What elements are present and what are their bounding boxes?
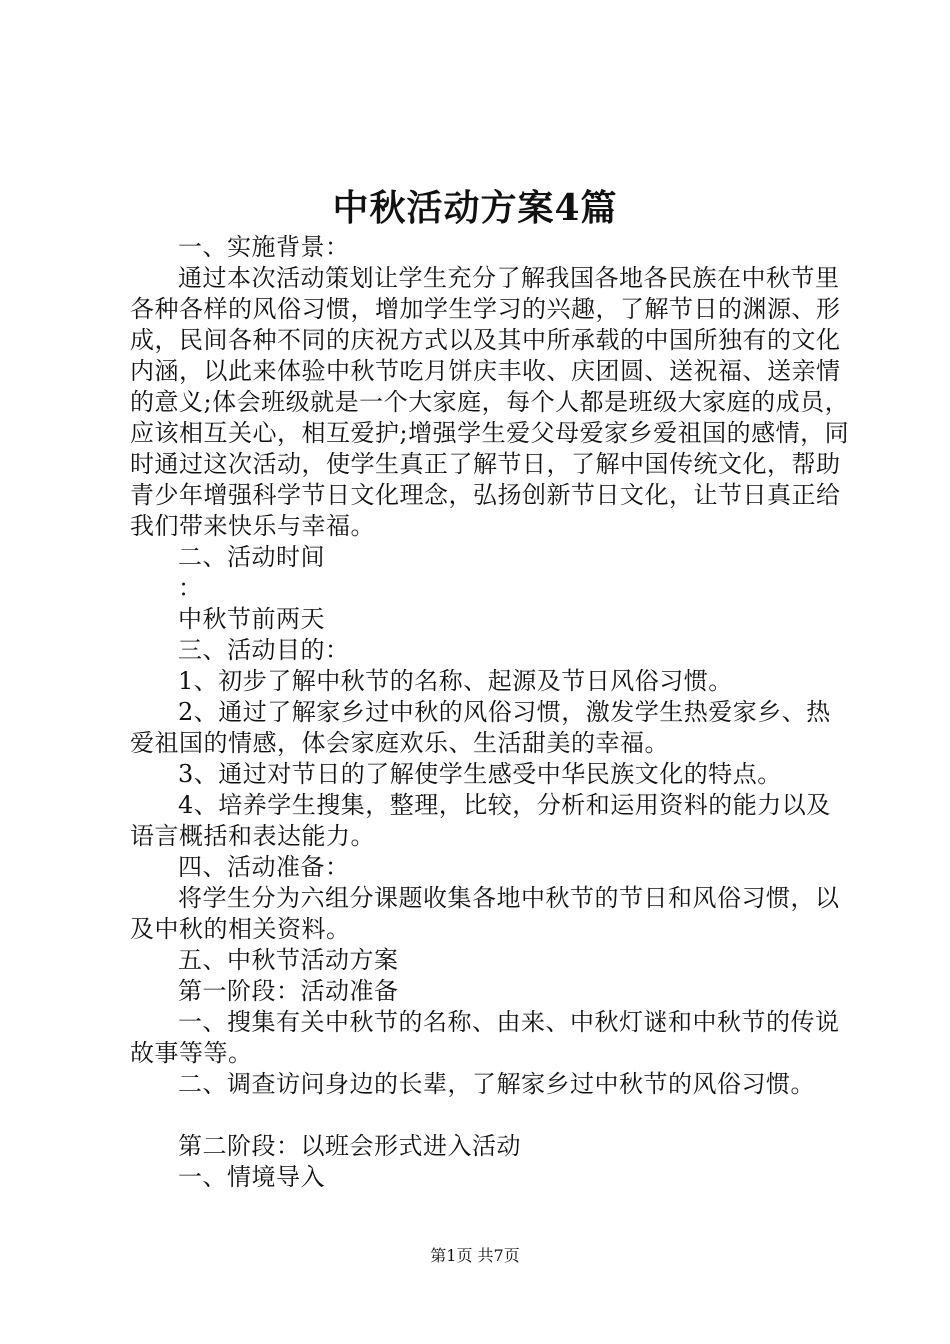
section-heading-plan: 五、中秋节活动方案 <box>178 946 399 974</box>
preparation-paragraph: 将学生分为六组分课题收集各地中秋节的节日和风俗习惯，以及中秋的相关资料。 <box>130 884 840 943</box>
stage-two-item-1: 一、情境导入 <box>178 1163 325 1191</box>
section-heading-preparation: 四、活动准备： <box>178 853 350 881</box>
background-paragraph: 通过本次活动策划让学生充分了解我国各地各民族在中秋节里各种各样的风俗习惯，增加学生学习的兴趣，了解节日的渊源、形成，民间各种不同的庆祝方式以及其中所承载的中国所独有的文化内涵，以此来体验中秋节吃月饼庆丰收、庆团圆、送祝福、送亲情的意义;体会班级就是一个大家庭，每个人都是班级大家庭的成员，应该相互关心，相互爱护;增强学生爱父母爱家乡爱祖国的感情，同时通过这次活动，使学生真正了解节日，了解中国传统文化，帮助青少年增强科学节日文化理念，弘扬创新节日文化，让节日真正给我们带来快乐与幸福。 <box>130 264 850 540</box>
section-heading-time: 二、活动时间 <box>178 543 325 571</box>
goal-item-2: 2、通过了解家乡过中秋的风俗习惯，激发学生热爱家乡、热爱祖国的情感，体会家庭欢乐、生活甜美的幸福。 <box>130 698 831 757</box>
stage-one-item-2: 二、调查访问身边的长辈，了解家乡过中秋节的风俗习惯。 <box>178 1070 815 1098</box>
time-value: 中秋节前两天 <box>178 605 325 633</box>
section-heading-background: 一、实施背景： <box>178 233 350 261</box>
document-title: 中秋活动方案4篇 <box>332 187 618 229</box>
page-footer: 第1页 共7页 <box>430 1246 520 1265</box>
blank-line <box>130 1100 850 1131</box>
section-heading-goals: 三、活动目的： <box>178 636 350 664</box>
goal-item-4: 4、培养学生搜集，整理，比较，分析和运用资料的能力以及语言概括和表达能力。 <box>130 791 831 850</box>
stage-one-heading: 第一阶段：活动准备 <box>178 977 399 1005</box>
document-body <box>130 232 850 1193</box>
goal-item-3: 3、通过对节日的了解使学生感受中华民族文化的特点。 <box>178 760 782 788</box>
stage-two-heading: 第二阶段：以班会形式进入活动 <box>178 1132 521 1160</box>
goal-item-1: 1、初步了解中秋节的名称、起源及节日风俗习惯。 <box>178 667 733 695</box>
time-colon: ： <box>178 574 203 602</box>
stage-one-item-1: 一、搜集有关中秋节的名称、由来、中秋灯谜和中秋节的传说故事等等。 <box>130 1008 840 1067</box>
